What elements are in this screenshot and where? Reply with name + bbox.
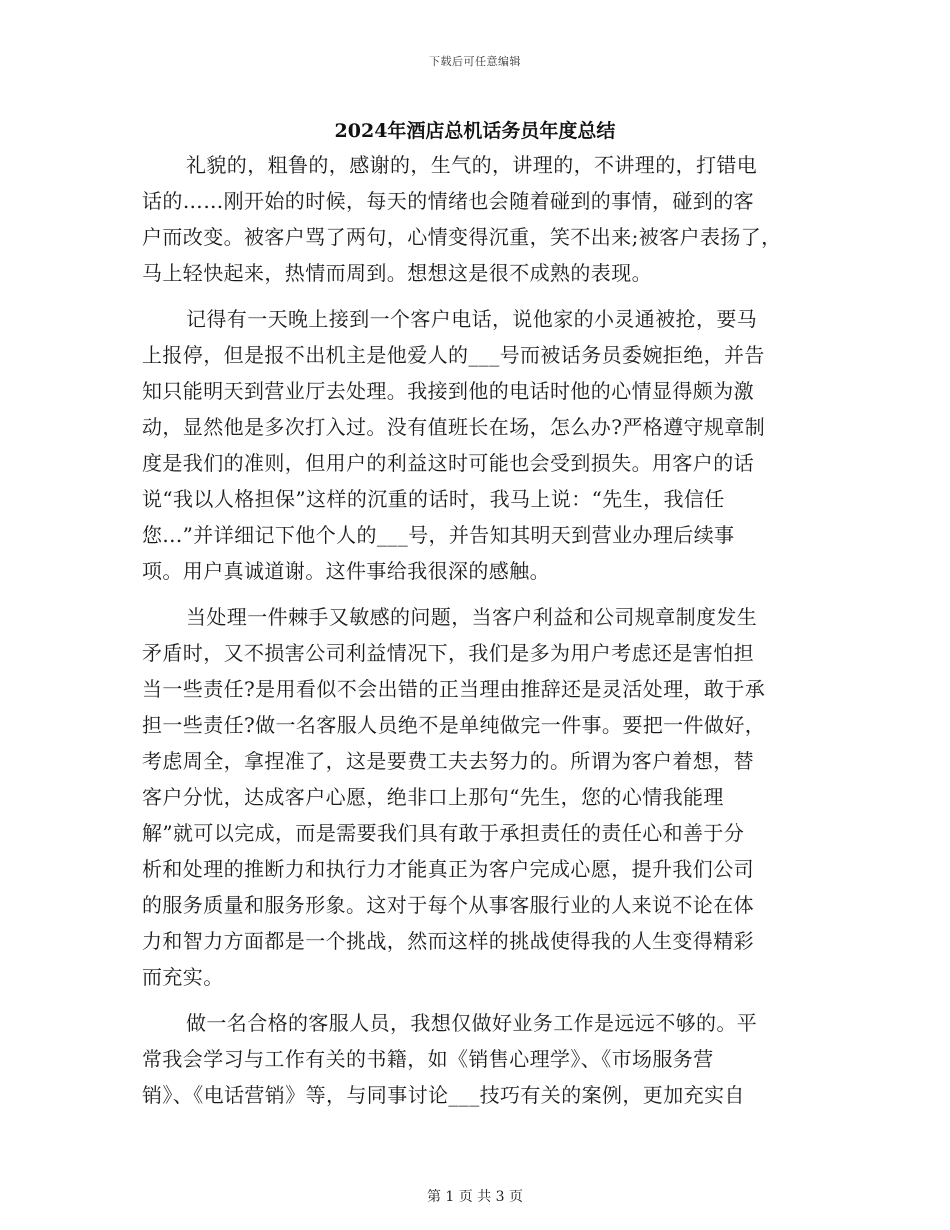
text-line: 客户分忧，达成客户心愿，绝非口上那句“先生，您的心情我能理 — [142, 785, 724, 809]
text-line: 知只能明天到营业厅去处理。我接到他的电话时他的心情显得颇为激 — [142, 379, 754, 403]
page-number-footer: 第 1 页 共 3 页 — [426, 1189, 524, 1205]
text-line: 矛盾时，又不损害公司利益情况下，我们是多为用户考虑还是害怕担 — [142, 641, 754, 665]
text-line: 记得有一天晚上接到一个客户电话，说他家的小灵通被抢，要马 — [186, 307, 758, 331]
text-line: 担一些责任?做一名客服人员绝不是单纯做完一件事。要把一件做好， — [142, 713, 766, 737]
text-line: 解”就可以完成，而是需要我们具有敢于承担责任的责任心和善于分 — [142, 821, 745, 845]
text-line: 上报停，但是报不出机主是他爱人的___号而被话务员委婉拒绝，并告 — [142, 343, 765, 367]
page-header-note: 下载后可任意编辑 — [429, 55, 521, 68]
text-line: 当处理一件棘手又敏感的问题，当客户利益和公司规章制度发生 — [186, 605, 758, 629]
text-line: 动，显然他是多次打入过。没有值班长在场，怎么办?严格遵守规章制 — [142, 415, 766, 439]
text-line: 力和智力方面都是一个挑战，然而这样的挑战使得我的人生变得精彩 — [142, 929, 754, 953]
text-line: 常我会学习与工作有关的书籍，如《销售心理学》、《市场服务营 — [142, 1047, 714, 1071]
text-line: 的服务质量和服务形象。这对于每个从事客服行业的人来说不论在体 — [142, 893, 754, 917]
paragraph — [142, 147, 802, 291]
text-line: 礼貌的，粗鲁的，感谢的，生气的，讲理的，不讲理的，打错电 — [186, 153, 758, 177]
text-line: 户而改变。被客户骂了两句，心情变得沉重，笑不出来;被客户表扬了， — [142, 225, 782, 249]
text-line: 而充实。 — [142, 965, 224, 989]
text-line: 项。用户真诚道谢。这件事给我很深的感触。 — [142, 559, 550, 583]
document-body — [142, 147, 802, 1113]
text-line: 度是我们的准则，但用户的利益这时可能也会受到损失。用客户的话 — [142, 451, 754, 475]
text-line: 考虑周全，拿捏准了，这是要费工夫去努力的。所谓为客户着想，替 — [142, 749, 754, 773]
paragraph — [142, 301, 802, 589]
text-line: 析和处理的推断力和执行力才能真正为客户完成心愿，提升我们公司 — [142, 857, 754, 881]
document-title: 2024年酒店总机话务员年度总结 — [334, 120, 616, 142]
text-line: 马上轻快起来，热情而周到。想想这是很不成熟的表现。 — [142, 261, 652, 285]
text-line: 话的……刚开始的时候，每天的情绪也会随着碰到的事情，碰到的客 — [142, 189, 754, 213]
text-line: 当一些责任?是用看似不会出错的正当理由推辞还是灵活处理，敢于承 — [142, 677, 766, 701]
text-line: 销》、《电话营销》等，与同事讨论___技巧有关的案例，更加充实自 — [142, 1083, 745, 1107]
text-line: 您...”并详细记下他个人的___号，并告知其明天到营业办理后续事 — [142, 523, 735, 547]
paragraph — [142, 1005, 802, 1113]
text-line: 做一名合格的客服人员，我想仅做好业务工作是远远不够的。平 — [186, 1011, 758, 1035]
text-line: 说“我以人格担保”这样的沉重的话时，我马上说：“先生，我信任 — [142, 487, 725, 511]
paragraph — [142, 599, 802, 995]
